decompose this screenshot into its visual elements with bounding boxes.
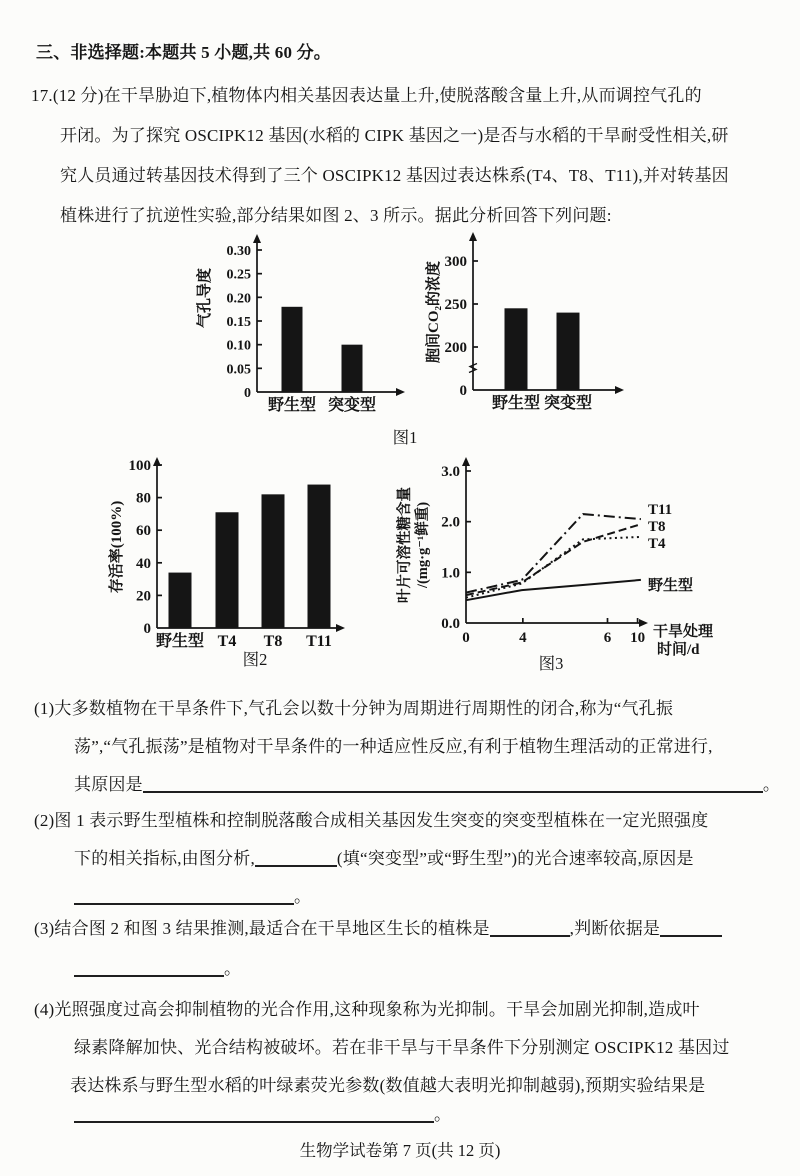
- svg-text:/(mg·g⁻¹鲜重): /(mg·g⁻¹鲜重): [415, 501, 431, 589]
- q3-period: 。: [224, 959, 242, 978]
- svg-text:0: 0: [459, 383, 467, 399]
- svg-text:0.05: 0.05: [226, 362, 251, 378]
- q1-line-2: 荡”,“气孔振荡”是植物对干旱条件的一种适应性反应,有利于植物生理活动的正常进行,: [74, 737, 713, 756]
- svg-text:60: 60: [136, 523, 151, 540]
- svg-text:突变型: 突变型: [543, 395, 593, 412]
- q17-intro-line-3: 究人员通过转基因技术得到了三个 OSCIPK12 基因过表达株系(T4、T8、T11),并对转基因: [60, 166, 729, 185]
- q2-answer-blank-1[interactable]: [255, 849, 337, 867]
- svg-text:干旱处理: 干旱处理: [653, 624, 714, 640]
- q4-period: 。: [434, 1105, 452, 1124]
- q2-answer-blank-2[interactable]: [74, 887, 294, 905]
- svg-text:0.0: 0.0: [441, 616, 460, 632]
- fig3-caption: 图3: [538, 654, 564, 673]
- q1-answer-blank[interactable]: [143, 775, 763, 793]
- q4-line-1: (4)光照强度过高会抑制植物的光合作用,这种现象称为光抑制。干旱会加剧光抑制,造成叶: [34, 1000, 700, 1019]
- svg-text:叶片可溶性糖含量: 叶片可溶性糖含量: [397, 487, 413, 603]
- q17-intro-line-4: 植株进行了抗逆性实验,部分结果如图 2、3 所示。据此分析回答下列问题:: [60, 206, 612, 225]
- q3-answer-blank-1[interactable]: [490, 919, 570, 937]
- q3-fill-pre: (3)结合图 2 和图 3 结果推测,最适合在干旱地区生长的植株是: [34, 919, 490, 938]
- q2-fill-pre: 下的相关指标,由图分析,: [74, 849, 255, 868]
- fig2-caption: 图2: [242, 650, 268, 669]
- svg-text:野生型: 野生型: [155, 633, 205, 650]
- svg-text:野生型: 野生型: [491, 395, 541, 412]
- q3-answer-blank-3[interactable]: [74, 959, 224, 977]
- q1-line-1: (1)大多数植物在干旱条件下,气孔会以数十分钟为周期进行周期性的闭合,称为“气孔振: [34, 699, 674, 718]
- fig1-caption: 图1: [392, 428, 418, 447]
- svg-text:T4: T4: [648, 535, 666, 552]
- svg-text:0.15: 0.15: [226, 315, 251, 330]
- svg-text:10: 10: [630, 630, 646, 646]
- svg-text:0: 0: [143, 621, 151, 637]
- svg-text:0.25: 0.25: [226, 267, 251, 283]
- page-footer: 生物学试卷第 7 页(共 12 页): [299, 1141, 501, 1160]
- svg-text:200: 200: [444, 340, 467, 356]
- svg-text:存活率(100%): 存活率(100%): [109, 500, 125, 594]
- q2-answer-line: [74, 886, 311, 908]
- svg-text:4: 4: [519, 630, 527, 646]
- svg-text:野生型: 野生型: [648, 577, 694, 594]
- q1-period: 。: [762, 775, 781, 794]
- svg-text:0.30: 0.30: [226, 244, 251, 259]
- section-header: 三、非选择题:本题共 5 小题,共 60 分。: [36, 43, 332, 62]
- svg-text:40: 40: [136, 555, 151, 572]
- fig2-survival-rate-bar-chart: [105, 452, 390, 667]
- svg-text:气孔导度: 气孔导度: [197, 267, 213, 329]
- svg-text:100: 100: [128, 458, 151, 474]
- svg-text:野生型: 野生型: [267, 397, 317, 414]
- svg-text:1.0: 1.0: [441, 565, 460, 582]
- q2-fill-post: (填“突变型”或“野生型”)的光合速率较高,原因是: [336, 849, 694, 868]
- fig3-soluble-sugar-line-chart: [395, 452, 755, 667]
- q3-answer-line: [74, 958, 241, 980]
- svg-text:T4: T4: [217, 633, 237, 650]
- svg-text:20: 20: [136, 588, 151, 605]
- svg-text:250: 250: [444, 297, 467, 313]
- q2-line-2: [74, 848, 694, 870]
- q1-answer-line: [74, 774, 780, 796]
- fig1-intercellular-co2-bar-chart: [420, 228, 670, 433]
- q2-period: 。: [294, 887, 312, 906]
- svg-text:2.0: 2.0: [441, 514, 460, 531]
- svg-text:T11: T11: [648, 502, 673, 519]
- svg-text:T11: T11: [306, 633, 332, 650]
- q4-answer-line: [74, 1104, 451, 1126]
- q3-fill-mid: ,判断依据是: [569, 919, 661, 938]
- q4-line-3: 表达株系与野生型水稻的叶绿素荧光参数(数值越大表明光抑制越弱),预期实验结果是: [70, 1076, 706, 1095]
- svg-text:0.10: 0.10: [226, 338, 251, 354]
- svg-text:胞间CO₂的浓度: 胞间CO₂的浓度: [426, 261, 442, 363]
- svg-text:T8: T8: [263, 633, 283, 650]
- q4-line-2: 绿素降解加快、光合结构被破坏。若在非干旱与干旱条件下分别测定 OSCIPK12 基因过: [74, 1038, 730, 1057]
- svg-text:300: 300: [444, 254, 467, 270]
- q17-intro-line-2: 开闭。为了探究 OSCIPK12 基因(水稻的 CIPK 基因之一)是否与水稻的干旱耐受性相关,研: [60, 126, 729, 145]
- svg-text:0: 0: [462, 630, 470, 646]
- q17-intro-line-1: 17.(12 分)在干旱胁迫下,植物体内相关基因表达量上升,使脱落酸含量上升,从而调控气孔的: [31, 86, 702, 105]
- svg-text:突变型: 突变型: [327, 397, 377, 414]
- svg-text:6: 6: [603, 630, 612, 646]
- q1-fill-pre: 其原因是: [74, 775, 143, 794]
- svg-text:时间/d: 时间/d: [657, 642, 700, 658]
- svg-text:80: 80: [136, 490, 151, 507]
- svg-text:T8: T8: [648, 519, 666, 536]
- svg-text:3.0: 3.0: [441, 464, 460, 480]
- q2-line-1: (2)图 1 表示野生型植株和控制脱落酸合成相关基因发生突变的突变型植株在一定光照强度: [34, 811, 709, 830]
- svg-text:0.20: 0.20: [226, 291, 251, 307]
- q3-line-1: [34, 918, 722, 940]
- fig1-stomatal-conductance-bar-chart: [185, 228, 420, 433]
- q4-answer-blank[interactable]: [74, 1105, 434, 1123]
- svg-text:0: 0: [244, 386, 251, 401]
- q3-answer-blank-2[interactable]: [660, 919, 722, 937]
